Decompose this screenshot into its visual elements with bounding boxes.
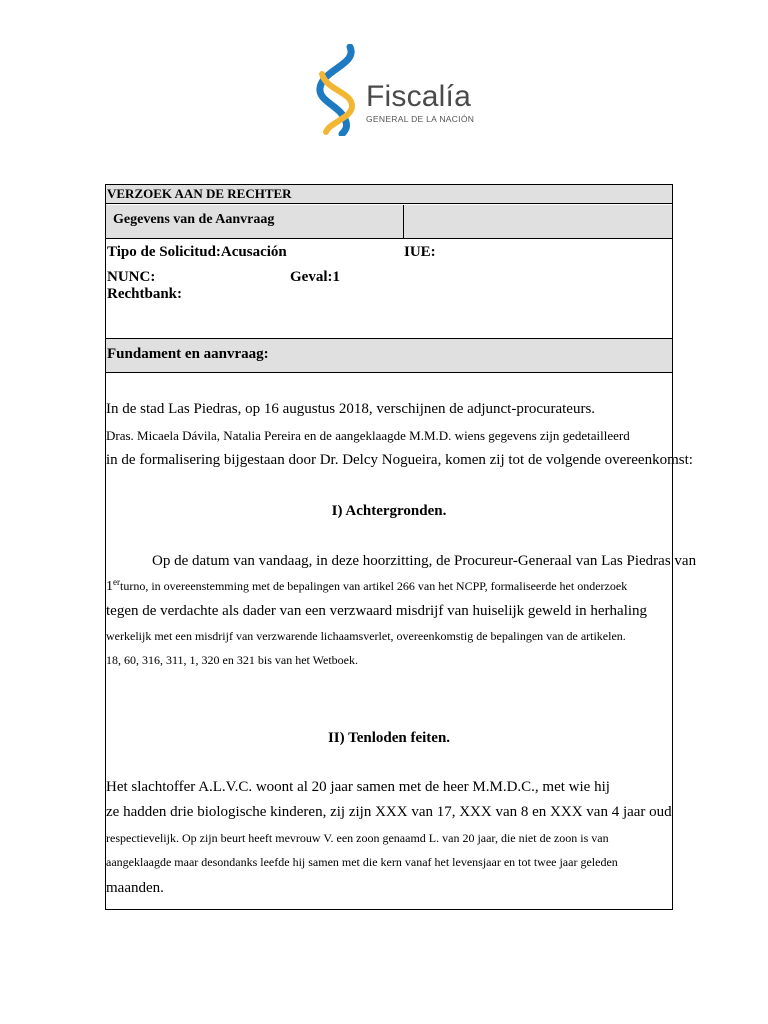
paragraph-line: Het slachtoffer A.L.V.C. woont al 20 jaar samen met de heer M.M.D.C., met wie hij: [106, 779, 610, 795]
section-data-label: Gegevens van de Aanvraag: [106, 205, 404, 239]
request-form: [105, 184, 697, 910]
paragraph-line: tegen de verdachte als dader van een verzwaard misdrijf van huiselijk geweld in herhaling: [106, 603, 648, 619]
rechtbank-label: Rechtbank:: [107, 286, 183, 302]
logo-name: Fiscalía: [366, 80, 471, 113]
paragraph-line: 18, 60, 316, 311, 1, 320 en 321 bis van het Wetboek.: [106, 653, 359, 667]
paragraph-line: Op de datum van vandaag, in deze hoorzitting, de Procureur-Generaal van Las Piedras van: [152, 553, 697, 569]
form-info-block: [106, 240, 672, 339]
paragraph-line: 1erturno, in overeenstemming met de bepalingen van artikel 266 van het NCPP, formaliseerde het onderzoek: [106, 577, 628, 594]
form-data-header: [106, 205, 672, 239]
paragraph-line: in de formalisering bijgestaan door Dr. Delcy Nogueira, komen zij tot de volgende overeenkomst:: [106, 452, 693, 468]
nunc-label: NUNC:: [107, 269, 156, 285]
dna-helix-icon: [312, 44, 362, 136]
iue-label: IUE:: [404, 244, 436, 260]
tipo-label: Tipo de Solicitud:Acusación: [107, 244, 287, 260]
heading-tenloden-feiten: II) Tenloden feiten.: [327, 730, 451, 746]
fiscalia-logo: [312, 44, 482, 136]
section-fundament-label: Fundament en aanvraag:: [106, 339, 672, 373]
paragraph-line: aangeklaagde maar desondanks leefde hij samen met die kern vanaf het levensjaar en tot twee jaar geleden: [106, 855, 618, 869]
paragraph-line: maanden.: [106, 880, 164, 896]
paragraph-line: ze hadden drie biologische kinderen, zij zijn XXX van 17, XXX van 8 en XXX van 4 jaar oud: [106, 804, 672, 820]
paragraph-line: respectievelijk. Op zijn beurt heeft mevrouw V. een zoon genaamd L. van 20 jaar, die niet de zoon is van: [106, 831, 609, 845]
paragraph-line: Dras. Micaela Dávila, Natalia Pereira en de aangeklaagde M.M.D. wiens gegevens zijn gedetailleerd: [106, 428, 630, 443]
logo-subtitle: GENERAL DE LA NACIÓN: [366, 114, 475, 124]
paragraph-line: In de stad Las Piedras, op 16 augustus 2018, verschijnen de adjunct-procurateurs.: [106, 401, 596, 417]
form-title: VERZOEK AAN DE RECHTER: [106, 185, 672, 204]
geval-label: Geval:1: [290, 269, 340, 285]
heading-achtergronden: I) Achtergronden.: [331, 503, 447, 519]
paragraph-line: werkelijk met een misdrijf van verzwarende lichaamsverlet, overeenkomstig de bepalingen van de artikelen.: [106, 629, 626, 643]
